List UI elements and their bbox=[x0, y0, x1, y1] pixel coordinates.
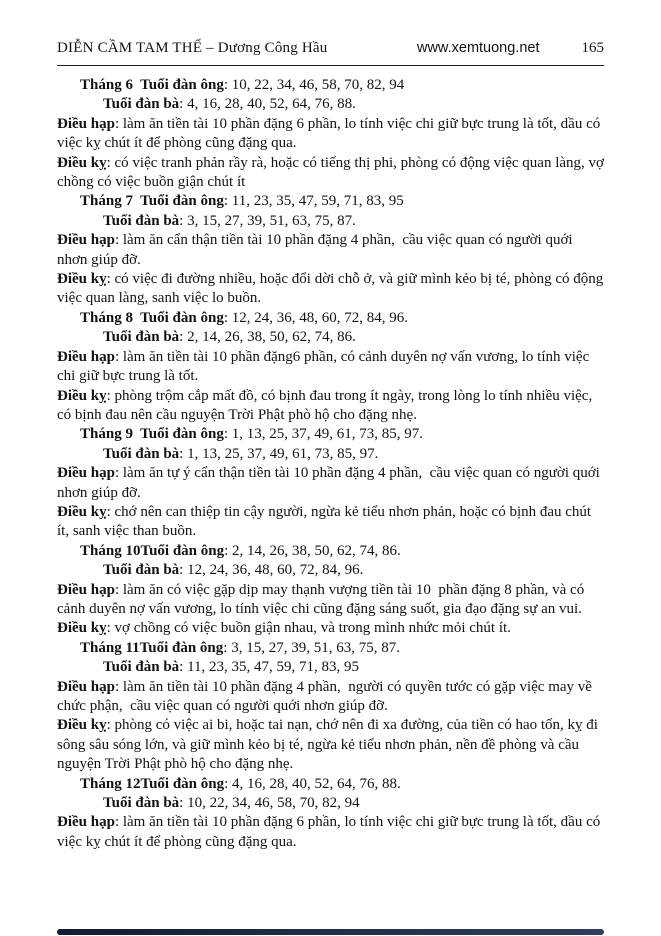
month-men-label: Tháng 10Tuổi đàn ông bbox=[80, 542, 225, 559]
colon: : bbox=[223, 426, 232, 443]
colon: : bbox=[179, 329, 188, 346]
ky-paragraph bbox=[57, 619, 605, 638]
ky-label: Điều kỵ bbox=[57, 271, 107, 288]
men-ages-values: 4, 16, 28, 40, 52, 64, 76, 88. bbox=[232, 775, 401, 792]
men-ages-line bbox=[57, 76, 605, 95]
colon: : bbox=[106, 271, 115, 288]
women-label: Tuổi đàn bà bbox=[103, 96, 180, 113]
men-ages-values: 10, 22, 34, 46, 58, 70, 82, 94 bbox=[231, 77, 405, 93]
ky-label: Điều kỵ bbox=[57, 154, 107, 171]
colon: : bbox=[179, 96, 188, 113]
hap-paragraph bbox=[57, 813, 605, 852]
women-ages-values: 2, 14, 26, 38, 50, 62, 74, 86. bbox=[187, 329, 356, 346]
month-men-label: Tháng 7 Tuổi đàn ông bbox=[80, 193, 224, 210]
colon: : bbox=[179, 562, 188, 579]
ky-text: có việc tranh phản rầy rà, hoặc có tiếng thị phi, phòng có động việc quan làng, vợ chồng có việc buồn giận chút ít bbox=[57, 154, 608, 191]
colon: : bbox=[223, 639, 232, 656]
women-ages-line bbox=[57, 328, 605, 347]
colon: : bbox=[179, 795, 188, 812]
ky-paragraph bbox=[57, 154, 608, 193]
hap-text: làm ăn tiền tài 10 phần đặng6 phần, có cảnh duyên nợ vấn vương, lo tính việc chi giữ bực trung là tốt. bbox=[57, 348, 593, 385]
month-section-11 bbox=[57, 639, 605, 775]
bottom-scrollbar[interactable] bbox=[57, 929, 604, 935]
ky-label: Điều kỵ bbox=[57, 620, 107, 637]
men-ages-line bbox=[57, 639, 605, 658]
document-content bbox=[57, 76, 608, 852]
colon: : bbox=[223, 309, 232, 326]
men-ages-line bbox=[57, 542, 605, 561]
page-header bbox=[57, 40, 604, 57]
colon: : bbox=[224, 542, 233, 559]
hap-text: làm ăn cẩn thận tiền tài 10 phần đặng 4 phần, cầu việc quan có người quới nhơn giúp đỡ. bbox=[57, 232, 577, 268]
hap-text: làm ăn tự ý cẩn thận tiền tài 10 phần đặng 4 phần, cầu việc quan có người quới nhơn giúp đỡ. bbox=[57, 465, 604, 501]
colon: : bbox=[114, 232, 123, 249]
colon: : bbox=[114, 465, 123, 482]
hap-paragraph bbox=[57, 678, 605, 717]
women-ages-line bbox=[57, 445, 605, 464]
women-ages-values: 3, 15, 27, 39, 51, 63, 75, 87. bbox=[187, 212, 356, 229]
men-ages-line bbox=[57, 425, 605, 444]
month-section-6 bbox=[57, 76, 608, 192]
women-ages-line bbox=[57, 95, 605, 114]
women-label: Tuổi đàn bà bbox=[103, 329, 180, 346]
colon: : bbox=[106, 717, 115, 734]
month-men-label: Tháng 8 Tuổi đàn ông bbox=[80, 309, 224, 326]
colon: : bbox=[106, 620, 115, 637]
women-ages-values: 12, 24, 36, 48, 60, 72, 84, 96. bbox=[187, 562, 364, 579]
hap-text: làm ăn tiền tài 10 phần đặng 4 phần, người có quyền tước có gặp việc may về chức phận, cầu việc quan có người quới nhơn giúp đỡ. bbox=[57, 678, 596, 714]
women-ages-values: 11, 23, 35, 47, 59, 71, 83, 95 bbox=[187, 659, 360, 676]
colon: : bbox=[224, 775, 233, 792]
ky-text: vợ chồng có việc buồn giận nhau, và trong mình nhức mỏi chút ít. bbox=[114, 620, 511, 637]
men-ages-line bbox=[57, 309, 605, 328]
women-label: Tuổi đàn bà bbox=[103, 445, 180, 462]
month-section-7 bbox=[57, 192, 605, 308]
colon: : bbox=[179, 212, 188, 229]
women-ages-line bbox=[57, 212, 605, 231]
hap-label: Điều hạp bbox=[57, 581, 115, 598]
women-label: Tuổi đàn bà bbox=[103, 795, 180, 812]
ky-paragraph bbox=[57, 503, 605, 542]
women-ages-values: 10, 22, 34, 46, 58, 70, 82, 94 bbox=[187, 795, 360, 812]
month-men-label: Tháng 9 Tuổi đàn ông bbox=[80, 426, 224, 443]
header-title: DIỄN CẦM TAM THẾ – Dương Công Hầu bbox=[57, 40, 328, 56]
hap-text: làm ăn tiền tài 10 phần đặng 6 phần, lo tính việc chi giữ bực trung là tốt, dầu có việc kỵ chút ít để phòng cũng đặng qua. bbox=[57, 814, 605, 850]
ky-text: chớ nên can thiệp tin cậy người, ngừa kẻ tiểu nhơn phản, hoặc có bịnh đau chút ít, sanh việc than buồn. bbox=[57, 503, 595, 540]
hap-paragraph bbox=[57, 464, 605, 503]
ky-text: phòng có việc ai bi, hoặc tai nạn, chớ nên đi xa đường, của tiền có hao tốn, kỵ đi sông sâu sóng lớn, và giữ mình kẻo bị té, ngừa kẻ tiểu nhơn phản, nền đề phòng và cầu nguyện Trời Phật phò hộ cho đặng nhẹ. bbox=[57, 717, 602, 773]
colon: : bbox=[179, 445, 188, 462]
colon: : bbox=[114, 678, 123, 695]
women-ages-values: 1, 13, 25, 37, 49, 61, 73, 85, 97. bbox=[187, 445, 379, 462]
men-ages-values: 12, 24, 36, 48, 60, 72, 84, 96. bbox=[231, 309, 409, 326]
month-section-10 bbox=[57, 542, 605, 639]
hap-paragraph bbox=[57, 231, 605, 270]
header-page-number: 165 bbox=[581, 40, 604, 56]
ky-label: Điều kỵ bbox=[57, 717, 107, 734]
men-ages-values: 1, 13, 25, 37, 49, 61, 73, 85, 97. bbox=[231, 426, 424, 443]
hap-text: làm ăn tiền tài 10 phần đặng 6 phần, lo tính việc chi giữ bực trung là tốt, dầu có việc kỵ chút ít để phòng cũng đặng qua. bbox=[57, 115, 605, 152]
colon: : bbox=[223, 77, 232, 93]
colon: : bbox=[223, 193, 232, 210]
ky-label: Điều kỵ bbox=[57, 503, 107, 520]
men-ages-values: 11, 23, 35, 47, 59, 71, 83, 95 bbox=[231, 193, 404, 210]
colon: : bbox=[179, 659, 188, 676]
header-site-url: www.xemtuong.net bbox=[416, 40, 540, 56]
colon: : bbox=[114, 814, 123, 831]
colon: : bbox=[114, 115, 123, 132]
hap-text: làm ăn có việc gặp dịp may thạnh vượng tiền tài 10 phần đặng 8 phần, và có cảnh duyên nợ vấn vương, lo tính việc chi cũng đặng sáng suốt, gia đạo đặng sự an vui. bbox=[57, 581, 588, 617]
ky-paragraph bbox=[57, 387, 605, 426]
header-rule bbox=[57, 65, 604, 66]
hap-paragraph bbox=[57, 348, 605, 387]
ky-paragraph bbox=[57, 716, 605, 774]
hap-label: Điều hạp bbox=[57, 678, 115, 695]
month-men-label: Tháng 12Tuổi đàn ông bbox=[80, 775, 225, 792]
colon: : bbox=[106, 387, 115, 404]
ky-paragraph bbox=[57, 270, 605, 309]
ky-label: Điều kỵ bbox=[57, 387, 107, 404]
women-ages-line bbox=[57, 658, 605, 677]
hap-label: Điều hạp bbox=[57, 814, 115, 831]
men-ages-values: 2, 14, 26, 38, 50, 62, 74, 86. bbox=[232, 542, 401, 559]
colon: : bbox=[114, 581, 123, 598]
hap-label: Điều hạp bbox=[57, 465, 115, 482]
colon: : bbox=[106, 503, 115, 520]
month-men-label: Tháng 6 Tuổi đàn ông bbox=[80, 77, 224, 93]
hap-paragraph bbox=[57, 115, 605, 154]
month-section-12 bbox=[57, 775, 605, 853]
men-ages-line bbox=[57, 192, 605, 211]
month-men-label: Tháng 11Tuổi đàn ông bbox=[80, 639, 224, 656]
hap-paragraph bbox=[57, 581, 605, 620]
hap-label: Điều hạp bbox=[57, 232, 115, 249]
women-ages-line bbox=[57, 794, 605, 813]
ky-text: phòng trộm cắp mất đồ, có bịnh đau trong ít ngày, trong lòng lo tính nhiều việc, có bịnh đau nên cầu nguyện Trời Phật phò hộ cho đặng nhẹ. bbox=[57, 387, 596, 423]
ky-text: có việc đi đường nhiều, hoặc đổi dời chỗ ở, và giữ mình kẻo bị té, phòng có động việc quan làng, sanh việc lo buồn. bbox=[57, 271, 607, 307]
women-label: Tuổi đàn bà bbox=[103, 659, 180, 676]
women-ages-values: 4, 16, 28, 40, 52, 64, 76, 88. bbox=[187, 96, 356, 113]
women-label: Tuổi đàn bà bbox=[103, 562, 180, 579]
men-ages-line bbox=[57, 775, 605, 794]
month-section-9 bbox=[57, 425, 605, 541]
colon: : bbox=[114, 348, 123, 365]
month-section-8 bbox=[57, 309, 605, 425]
women-label: Tuổi đàn bà bbox=[103, 212, 180, 229]
women-ages-line bbox=[57, 561, 605, 580]
hap-label: Điều hạp bbox=[57, 348, 115, 365]
hap-label: Điều hạp bbox=[57, 115, 115, 132]
men-ages-values: 3, 15, 27, 39, 51, 63, 75, 87. bbox=[231, 639, 400, 656]
colon: : bbox=[106, 154, 115, 171]
